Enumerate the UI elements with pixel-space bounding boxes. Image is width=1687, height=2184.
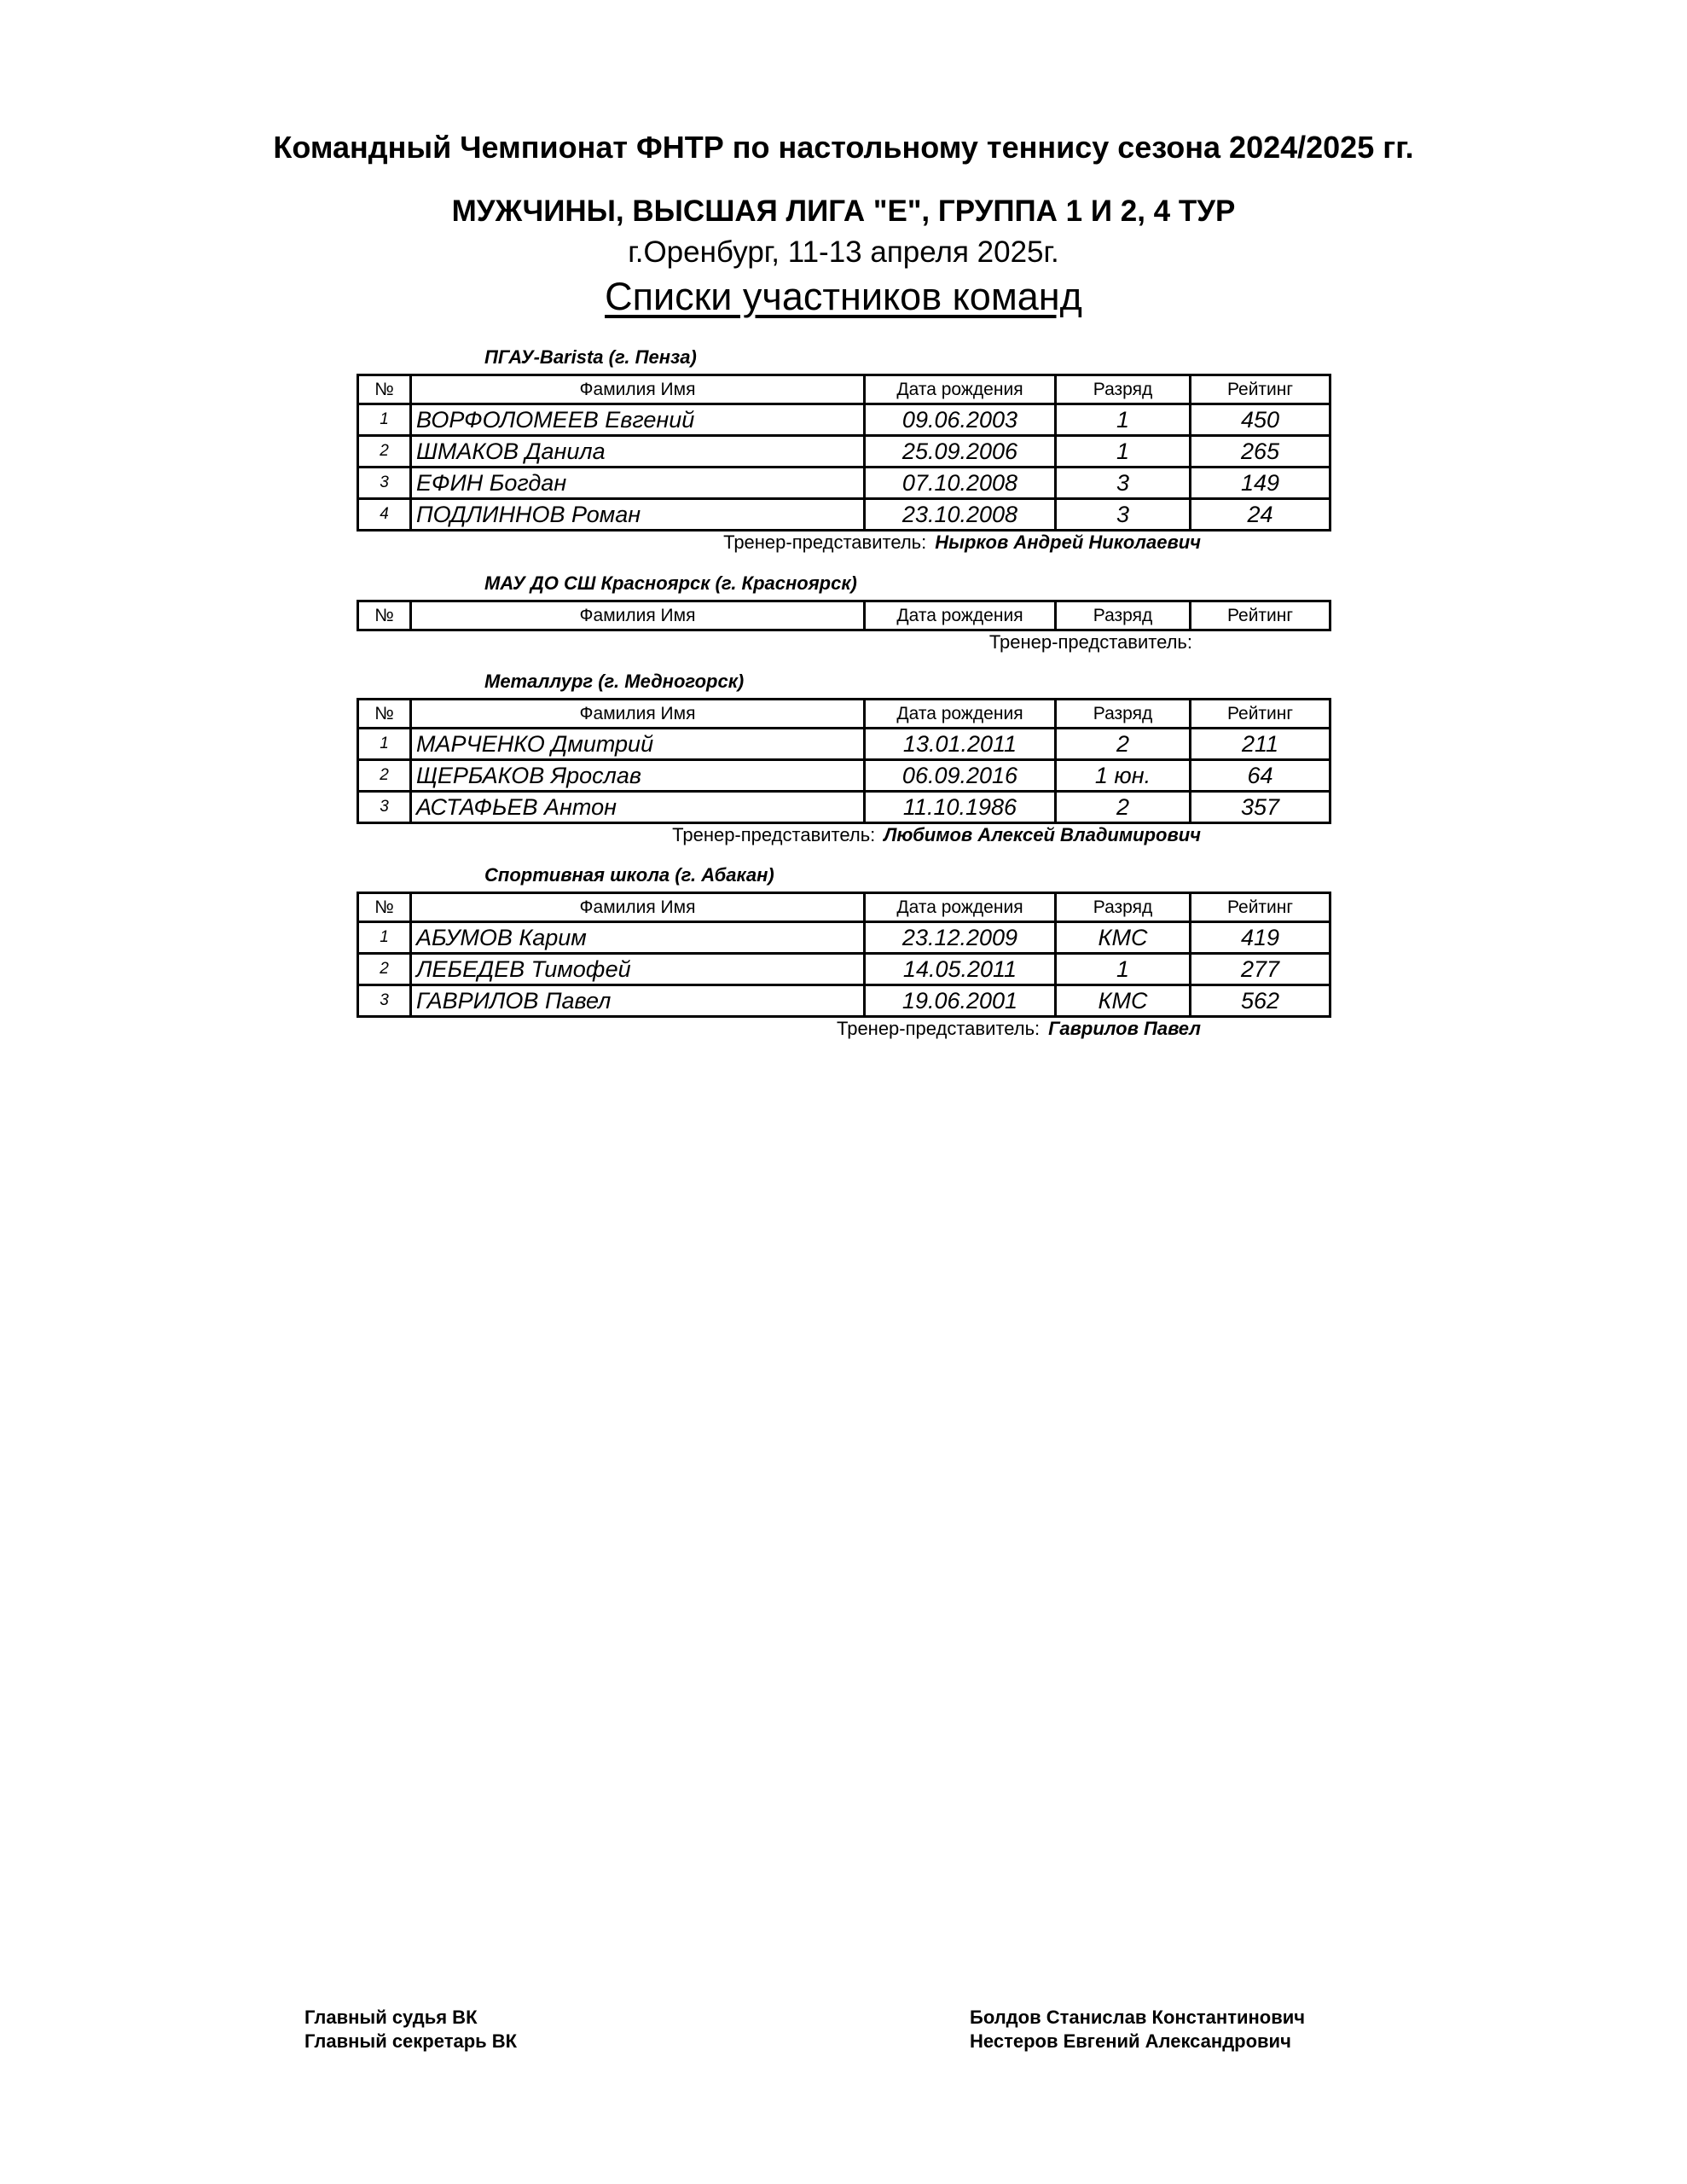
player-rank: КМС <box>1056 985 1191 1017</box>
column-header: Разряд <box>1056 700 1191 729</box>
column-header: Фамилия Имя <box>411 601 865 630</box>
player-number: 3 <box>358 985 411 1017</box>
table-row <box>358 499 1330 531</box>
player-rank: 3 <box>1056 468 1191 499</box>
column-header: Дата рождения <box>865 700 1056 729</box>
player-rank: 1 <box>1056 436 1191 468</box>
team-name: ПГАУ-Barista (г. Пенза) <box>484 346 697 368</box>
column-header: Рейтинг <box>1191 375 1330 404</box>
column-header: Рейтинг <box>1191 601 1330 630</box>
coach-name: Ныркoв Андрей Николаевич <box>935 531 1201 553</box>
coach-label: Тренер-представитель: <box>988 631 1192 653</box>
player-rank: 1 <box>1056 404 1191 436</box>
place-and-date: г.Оренбург, 11-13 апреля 2025г. <box>628 235 1059 269</box>
table-row <box>358 792 1330 823</box>
table-row <box>358 404 1330 436</box>
player-birthdate: 14.05.2011 <box>865 954 1056 985</box>
player-rating: 562 <box>1191 985 1330 1017</box>
table-row <box>358 468 1330 499</box>
roster-table <box>357 600 1331 631</box>
player-number: 1 <box>358 729 411 760</box>
coach-label: Тренер-представитель: <box>672 824 876 845</box>
player-birthdate: 13.01.2011 <box>865 729 1056 760</box>
column-header: Рейтинг <box>1191 893 1330 922</box>
player-rank: КМС <box>1056 922 1191 954</box>
table-row <box>358 436 1330 468</box>
player-number: 2 <box>358 760 411 792</box>
chief-secretary-name: Нестеров Евгений Александрович <box>970 2030 1291 2052</box>
player-birthdate: 11.10.1986 <box>865 792 1056 823</box>
column-header: № <box>358 375 411 404</box>
player-number: 4 <box>358 499 411 531</box>
player-rank: 2 <box>1056 792 1191 823</box>
player-number: 2 <box>358 436 411 468</box>
player-rating: 357 <box>1191 792 1330 823</box>
player-rating: 64 <box>1191 760 1330 792</box>
coach-line <box>723 531 1201 554</box>
column-header: Фамилия Имя <box>411 700 865 729</box>
player-number: 3 <box>358 792 411 823</box>
chief-judge-label: Главный судья ВК <box>304 2007 478 2028</box>
player-rank: 1 <box>1056 954 1191 985</box>
player-number: 2 <box>358 954 411 985</box>
roster-table <box>357 374 1331 531</box>
column-header: Дата рождения <box>865 601 1056 630</box>
coach-name: Любимов Алексей Владимирович <box>884 824 1201 845</box>
coach-line <box>989 631 1201 653</box>
player-birthdate: 25.09.2006 <box>865 436 1056 468</box>
player-rating: 450 <box>1191 404 1330 436</box>
column-header: Рейтинг <box>1191 700 1330 729</box>
column-header: Разряд <box>1056 893 1191 922</box>
player-rating: 419 <box>1191 922 1330 954</box>
player-number: 1 <box>358 922 411 954</box>
player-name: АСТАФЬЕВ Антон <box>411 792 865 823</box>
player-name: ЛЕБЕДЕВ Тимофей <box>411 954 865 985</box>
player-name: ПОДЛИННОВ Роман <box>411 499 865 531</box>
column-header: Дата рождения <box>865 893 1056 922</box>
player-rating: 24 <box>1191 499 1330 531</box>
player-name: ВОРФОЛОМЕЕВ Евгений <box>411 404 865 436</box>
chief-secretary-label: Главный секретарь ВК <box>304 2030 518 2052</box>
player-name: МАРЧЕНКО Дмитрий <box>411 729 865 760</box>
team-name: Металлург (г. Медногорск) <box>484 671 745 692</box>
table-row <box>358 922 1330 954</box>
player-number: 1 <box>358 404 411 436</box>
league-heading: МУЖЧИНЫ, ВЫСШАЯ ЛИГА "Е", ГРУППА 1 И 2, 4 ТУР <box>451 195 1236 228</box>
player-birthdate: 09.06.2003 <box>865 404 1056 436</box>
table-row <box>358 985 1330 1017</box>
document-title: Командный Чемпионат ФНТР по настольному теннису сезона 2024/2025 гг. <box>273 130 1414 165</box>
player-rank: 3 <box>1056 499 1191 531</box>
table-row <box>358 760 1330 792</box>
player-rating: 277 <box>1191 954 1330 985</box>
player-rating: 265 <box>1191 436 1330 468</box>
coach-name: Гаврилов Павел <box>1048 1018 1201 1039</box>
player-rank: 1 юн. <box>1056 760 1191 792</box>
player-name: ЕФИН Богдан <box>411 468 865 499</box>
column-header: № <box>358 601 411 630</box>
team-name: Спортивная школа (г. Абакан) <box>484 864 774 886</box>
player-number: 3 <box>358 468 411 499</box>
player-rank: 2 <box>1056 729 1191 760</box>
column-header: Фамилия Имя <box>411 893 865 922</box>
column-header: Разряд <box>1056 375 1191 404</box>
player-birthdate: 23.10.2008 <box>865 499 1056 531</box>
coach-label: Тренер-представитель: <box>837 1018 1041 1039</box>
chief-judge-name: Болдов Станислав Константинович <box>970 2007 1306 2028</box>
roster-table <box>357 698 1331 824</box>
table-header-row <box>358 700 1330 729</box>
table-header-row <box>358 375 1330 404</box>
player-name: ЩЕРБАКОВ Ярослав <box>411 760 865 792</box>
player-birthdate: 19.06.2001 <box>865 985 1056 1017</box>
table-header-row <box>358 601 1330 630</box>
table-row <box>358 954 1330 985</box>
coach-label: Тренер-представитель: <box>723 531 927 553</box>
player-rating: 211 <box>1191 729 1330 760</box>
player-birthdate: 23.12.2009 <box>865 922 1056 954</box>
column-header: Разряд <box>1056 601 1191 630</box>
roster-table <box>357 892 1331 1018</box>
team-name: МАУ ДО СШ Красноярск (г. Красноярск) <box>484 572 857 594</box>
player-rating: 149 <box>1191 468 1330 499</box>
table-row <box>358 729 1330 760</box>
team-lists-heading: Списки участников команд <box>605 275 1082 318</box>
column-header: Дата рождения <box>865 375 1056 404</box>
table-header-row <box>358 893 1330 922</box>
player-birthdate: 07.10.2008 <box>865 468 1056 499</box>
player-birthdate: 06.09.2016 <box>865 760 1056 792</box>
coach-line <box>837 1018 1201 1040</box>
column-header: Фамилия Имя <box>411 375 865 404</box>
column-header: № <box>358 700 411 729</box>
player-name: ГАВРИЛОВ Павел <box>411 985 865 1017</box>
player-name: ШМАКОВ Данила <box>411 436 865 468</box>
coach-line <box>672 824 1201 846</box>
column-header: № <box>358 893 411 922</box>
player-name: АБУМОВ Карим <box>411 922 865 954</box>
